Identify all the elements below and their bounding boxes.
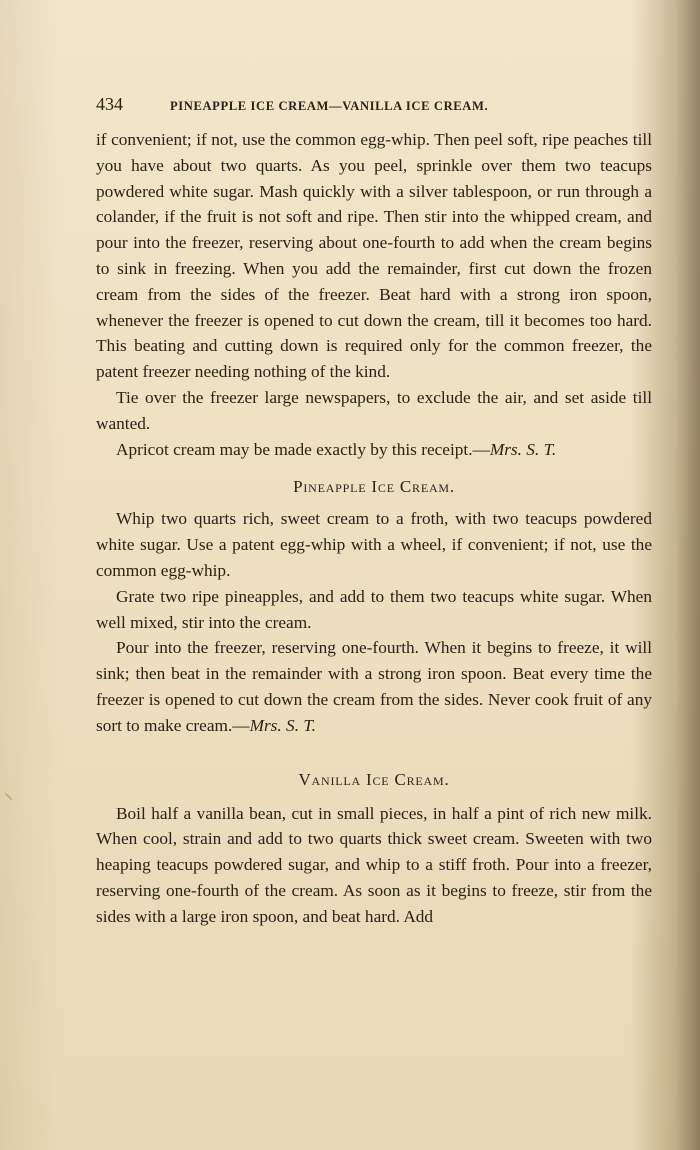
page-header [96,92,652,118]
pineapple-paragraph-3-text: Pour into the freezer, reserving one-fourth. When it begins to freeze, it will sink; then beat in the remainder with a strong iron spoon. Beat every time the freezer is opened to cut down the cream from the sides. Never cook fruit of any sort to make cream.— [96,638,652,735]
page-number: 434 [96,94,123,114]
peach-signature: Mrs. S. T. [489,439,557,459]
pineapple-signature: Mrs. S. T. [249,715,316,735]
running-head: PINEAPPLE ICE CREAM—VANILLA ICE CREAM. [170,99,489,113]
pineapple-title: Pineapple Ice Cream. [293,477,455,497]
page-text [96,92,652,930]
pineapple-paragraph-3 [96,635,652,738]
pineapple-paragraph-1: Whip two quarts rich, sweet cream to a froth, with two teacups powdered white sugar. Use a patent egg-whip with a wheel, if convenient; if not, use the common egg-whip. [96,509,652,580]
peach-paragraph-1: if convenient; if not, use the common egg-whip. Then peel soft, ripe peaches till you have about two quarts. As you peel, sprinkle over them two teacups powdered white sugar. Mash quickly with a silver tablespoon, or run through a colander, if the fruit is not soft and ripe. Then stir into the whipped cream, and pour into the freezer, reserving about one-fourth to add when the cream begins to sink in freezing. When you add the remainder, first cut down the frozen cream from the sides of the freezer. Beat hard with a strong iron spoon, whenever the freezer is opened to cut down the cream, till it becomes too hard. This beating and cutting down is required only for the common freezer, the patent freezer needing nothing of the kind. [96,130,652,382]
ink-stain-mark: ⸌ [4,790,13,811]
peach-paragraph-3 [96,437,652,463]
peach-paragraph-2: Tie over the freezer large newspapers, to exclude the air, and set aside till wanted. [96,387,652,433]
pineapple-paragraph-2: Grate two ripe pineapples, and add to them two teacups white sugar. When well mixed, stir into the cream. [96,586,652,632]
vanilla-title: Vanilla Ice Cream. [298,769,450,789]
peach-paragraph-3-text: Apricot cream may be made exactly by this receipt.— [116,439,490,459]
vanilla-paragraph-1: Boil half a vanilla bean, cut in small pieces, in half a pint of rich new milk. When cool, strain and add to two quarts thick sweet cream. Sweeten with two heaping teacups powdered sugar, and whip to a stiff froth. Pour into a freezer, reserving one-fourth of the cream. As soon as it begins to freeze, stir from the sides with a large iron spoon, and beat hard. Add [96,803,652,926]
